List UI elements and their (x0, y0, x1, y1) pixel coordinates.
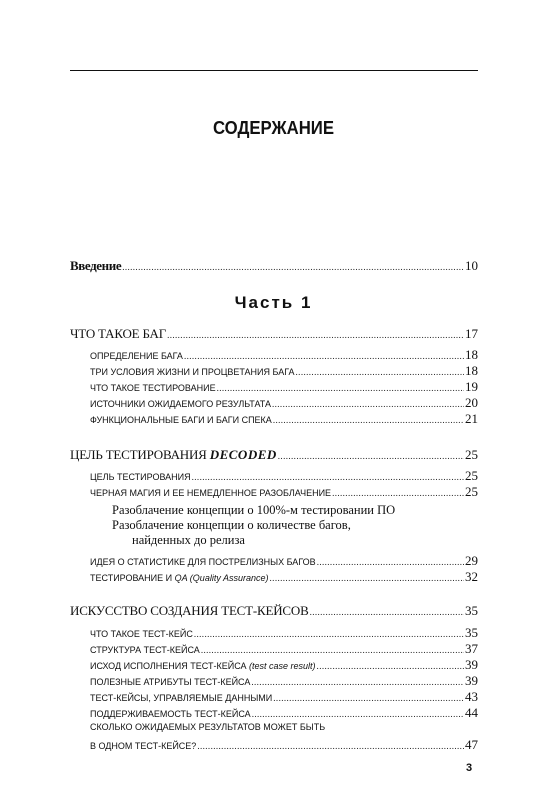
toc-chapter-3[interactable] (70, 603, 478, 619)
dot-leader (310, 607, 464, 617)
toc-section-first-line[interactable]: СКОЛЬКО ОЖИДАЕМЫХ РЕЗУЛЬТАТОВ МОЖЕТ БЫТЬ (90, 722, 326, 732)
toc-page-number: 20 (465, 395, 478, 410)
toc-page-number: 47 (465, 737, 478, 752)
dot-leader (273, 415, 464, 425)
dot-leader (296, 367, 464, 377)
toc-label-text: ИСХОД ИСПОЛНЕНИЯ ТЕСТ-КЕЙСА (90, 661, 247, 671)
part-title: Часть 1 (234, 293, 313, 312)
toc-page-number: 39 (465, 673, 478, 688)
folio-page-number: 3 (466, 762, 473, 774)
page-title: СОДЕРЖАНИЕ (212, 118, 335, 138)
toc-label: ОПРЕДЕЛЕНИЕ БАГА (90, 351, 183, 361)
toc-page-number: 18 (465, 347, 478, 362)
toc-section[interactable] (90, 553, 478, 569)
toc-label: ЧЕРНАЯ МАГИЯ И ЕЕ НЕМЕДЛЕННОЕ РАЗОБЛАЧЕНИЕ (90, 488, 332, 498)
toc-subsection[interactable]: Разоблачение концепции о количестве багов, (112, 518, 351, 532)
top-rule (70, 70, 478, 71)
toc-page-number: 25 (465, 468, 478, 483)
toc-page-number: 32 (465, 569, 478, 584)
toc-section[interactable] (90, 347, 478, 363)
dot-leader (252, 709, 464, 719)
toc-label: ЦЕЛЬ ТЕСТИРОВАНИЯ (90, 472, 191, 482)
dot-leader (197, 741, 464, 751)
toc-chapter-1[interactable] (70, 326, 478, 342)
toc-subsection-continuation: найденных до релиза (132, 533, 245, 547)
toc-page-number: 29 (465, 553, 478, 568)
toc-section[interactable] (90, 395, 478, 411)
toc-section[interactable] (90, 411, 478, 427)
dot-leader (317, 661, 464, 671)
toc-label: ИСКУССТВО СОЗДАНИЯ ТЕСТ-КЕЙСОВ (70, 603, 309, 618)
toc-subsection[interactable]: Разоблачение концепции о 100%-м тестировании ПО (112, 503, 396, 517)
toc-page-number: 17 (465, 326, 478, 341)
dot-leader (184, 351, 464, 361)
toc-page-number: 21 (465, 411, 478, 426)
toc-page-number: 19 (465, 379, 478, 394)
toc-page-number: 25 (465, 447, 478, 462)
dot-leader (192, 472, 464, 482)
dot-leader (332, 488, 464, 498)
toc-label (90, 661, 316, 671)
toc-section[interactable] (90, 379, 478, 395)
dot-leader (272, 399, 464, 409)
toc-label: ТРИ УСЛОВИЯ ЖИЗНИ И ПРОЦВЕТАНИЯ БАГА (90, 367, 295, 377)
dot-leader (317, 557, 464, 567)
toc-label (90, 573, 269, 583)
toc-label: ЧТО ТАКОЕ БАГ (70, 326, 167, 341)
toc-section[interactable] (90, 705, 478, 721)
toc-label-text: ЦЕЛЬ ТЕСТИРОВАНИЯ (70, 447, 207, 462)
dot-leader (122, 262, 464, 272)
toc-label-emphasis: (test case result) (249, 661, 316, 671)
dot-leader (217, 383, 464, 393)
toc-section[interactable] (90, 484, 478, 500)
dot-leader (273, 693, 464, 703)
dot-leader (251, 677, 464, 687)
toc-label: Введение (70, 258, 122, 273)
toc-label (70, 447, 277, 463)
toc-page-number: 44 (465, 705, 478, 720)
toc-label: ФУНКЦИОНАЛЬНЫЕ БАГИ И БАГИ СПЕКА (90, 415, 272, 425)
toc-label-text: ТЕСТИРОВАНИЕ И (90, 573, 173, 583)
toc-label-emphasis: DECODED (209, 447, 277, 462)
toc-section[interactable] (90, 673, 478, 689)
toc-section[interactable] (90, 625, 478, 641)
toc-label: ПОДДЕРЖИВАЕМОСТЬ ТЕСТ-КЕЙСА (90, 709, 251, 719)
toc-label: ИСТОЧНИКИ ОЖИДАЕМОГО РЕЗУЛЬТАТА (90, 399, 271, 409)
toc-label: В ОДНОМ ТЕСТ-КЕЙСЕ? (90, 741, 197, 751)
toc-section[interactable] (90, 689, 478, 705)
toc-section[interactable] (90, 657, 478, 673)
toc-label: СТРУКТУРА ТЕСТ-КЕЙСА (90, 645, 200, 655)
dot-leader (167, 330, 464, 340)
toc-chapter-2[interactable] (70, 447, 478, 463)
toc-section[interactable] (90, 468, 478, 484)
toc-section[interactable] (90, 737, 478, 753)
toc-page-number: 43 (465, 689, 478, 704)
toc-label: ЧТО ТАКОЕ ТЕСТИРОВАНИЕ (90, 383, 216, 393)
dot-leader (194, 629, 464, 639)
toc-page-number: 35 (465, 625, 478, 640)
toc-entry-intro[interactable] (70, 258, 478, 274)
toc-section[interactable] (90, 641, 478, 657)
dot-leader (270, 573, 464, 583)
toc-section[interactable] (90, 569, 478, 585)
toc-section[interactable] (90, 363, 478, 379)
toc-page-number: 18 (465, 363, 478, 378)
toc-label: ПОЛЕЗНЫЕ АТРИБУТЫ ТЕСТ-КЕЙСА (90, 677, 251, 687)
toc-label: ИДЕЯ О СТАТИСТИКЕ ДЛЯ ПОСТРЕЛИЗНЫХ БАГОВ (90, 557, 316, 567)
toc-page-number: 35 (465, 603, 478, 618)
toc-label: ТЕСТ-КЕЙСЫ, УПРАВЛЯЕМЫЕ ДАННЫМИ (90, 693, 273, 703)
toc-label-emphasis: QA (Quality Assurance) (174, 573, 269, 583)
toc-page-number: 37 (465, 641, 478, 656)
toc-page-number: 10 (465, 258, 478, 273)
dot-leader (201, 645, 464, 655)
dot-leader (278, 451, 464, 461)
toc-page-number: 39 (465, 657, 478, 672)
toc-page-number: 25 (465, 484, 478, 499)
toc-label: ЧТО ТАКОЕ ТЕСТ-КЕЙС (90, 629, 193, 639)
